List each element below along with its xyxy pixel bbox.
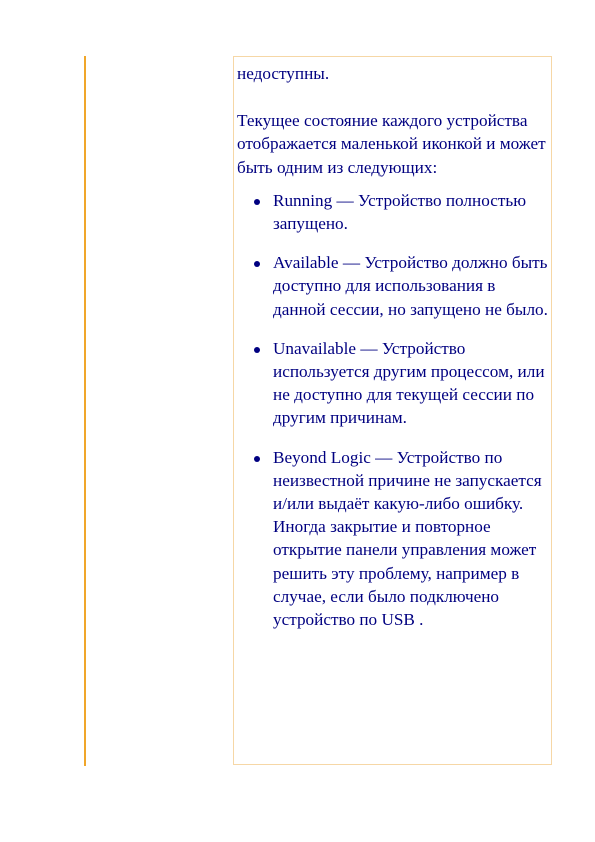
bullet-icon: [254, 347, 260, 353]
list-item-beyond-logic: [237, 446, 551, 632]
margin-rule: [84, 56, 86, 766]
list-item-text: Running — Устройство полностью запущено.: [273, 190, 527, 234]
bullet-icon: [254, 199, 260, 205]
list-item-text: Available — Устройство должно быть доступно для использования в данной сессии, но запущено не было.: [273, 253, 548, 319]
list-item-text: Beyond Logic — Устройство по неизвестной причине не запускается и/или выдаёт какую-либо ошибку. Иногда закрытие и повторное открытие панели управления может решить эту проблему, например в случае, если было подключено устройство по USB .: [273, 447, 542, 630]
list-item-running: [237, 189, 551, 235]
continued-paragraph: недоступны.: [237, 64, 330, 83]
bullet-icon: [254, 456, 260, 462]
document-text: [237, 62, 551, 647]
bullet-icon: [254, 261, 260, 267]
list-item-available: [237, 251, 551, 321]
list-item-unavailable: [237, 337, 551, 430]
intro-paragraph: Текущее состояние каждого устройства отображается маленькой иконкой и может быть одним из следующих:: [237, 111, 546, 177]
device-state-list: [237, 189, 551, 631]
list-item-text: Unavailable — Устройство используется другим процессом, или не доступно для текущей сессии по другим причинам.: [273, 338, 545, 428]
